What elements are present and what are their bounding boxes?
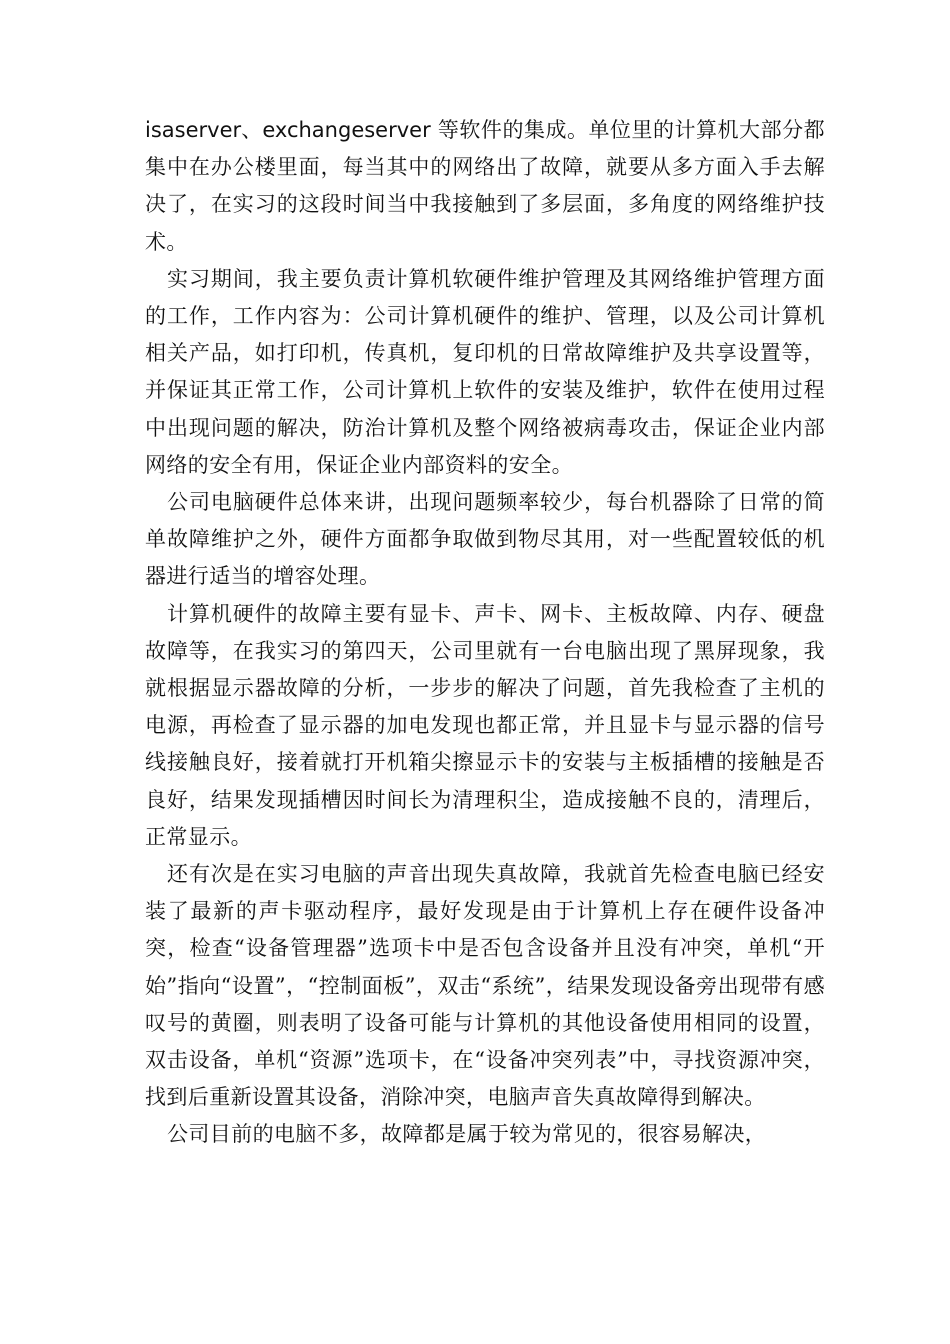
- paragraph-1-lead-latin: isaserver、exchangeserver: [145, 118, 431, 142]
- paragraph-5: 还有次是在实习电脑的声音出现失真故障，我就首先检查电脑已经安装了最新的声卡驱动程序，最好发现是由于计算机上存在硬件设备冲突，检查“设备管理器”选项卡中是否包含设备并且没有冲突，单机“开始”指向“设置”，“控制面板”，双击“系统”，结果发现设备旁出现带有感叹号的黄圈，则表明了设备可能与计算机的其他设备使用相同的设置，双击设备，单机“资源”选项卡，在“设备冲突列表”中，寻找资源冲突，找到后重新设置其设备，消除冲突，电脑声音失真故障得到解决。: [145, 862, 825, 1110]
- document-body: [145, 112, 825, 1154]
- paragraph-2: 实习期间，我主要负责计算机软硬件维护管理及其网络维护管理方面的工作，工作内容为：公司计算机硬件的维护、管理，以及公司计算机相关产品，如打印机，传真机，复印机的日常故障维护及共享设置等，并保证其正常工作，公司计算机上软件的安装及维护，软件在使用过程中出现问题的解决，防治计算机及整个网络被病毒攻击，保证企业内部网络的安全有用，保证企业内部资料的安全。: [145, 266, 825, 477]
- paragraph-1-text: 等软件的集成。单位里的计算机大部分都集中在办公楼里面，每当其中的网络出了故障，就要从多方面入手去解决了，在实习的这段时间当中我接触到了多层面，多角度的网络维护技术。: [145, 118, 825, 254]
- paragraph-4: 计算机硬件的故障主要有显卡、声卡、网卡、主板故障、内存、硬盘故障等，在我实习的第四天，公司里就有一台电脑出现了黑屏现象，我就根据显示器故障的分析，一步步的解决了问题，首先我检查了主机的电源，再检查了显示器的加电发现也都正常，并且显卡与显示器的信号线接触良好，接着就打开机箱尖擦显示卡的安装与主板插槽的接触是否良好，结果发现插槽因时间长为清理积尘，造成接触不良的，清理后，正常显示。: [145, 601, 825, 849]
- paragraph-1: [145, 112, 825, 261]
- paragraph-6: 公司目前的电脑不多，故障都是属于较为常见的，很容易解决，: [167, 1122, 767, 1147]
- paragraph-3: 公司电脑硬件总体来讲，出现问题频率较少，每台机器除了日常的简单故障维护之外，硬件方面都争取做到物尽其用，对一些配置较低的机器进行适当的增容处理。: [145, 490, 825, 589]
